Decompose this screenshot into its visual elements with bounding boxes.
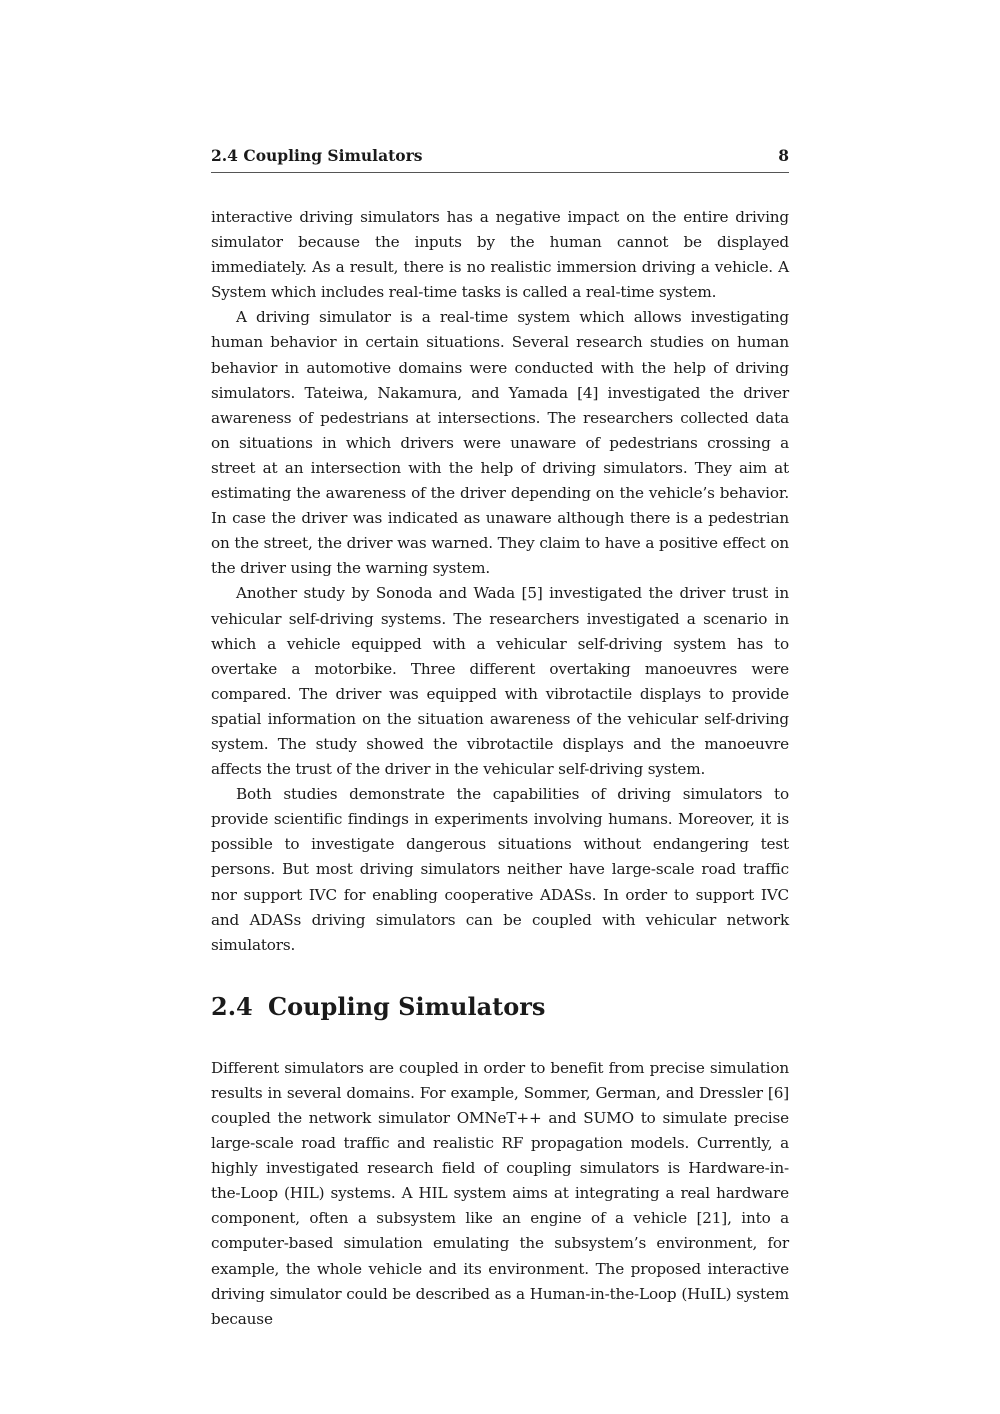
page-content	[211, 205, 789, 1332]
paragraph-realtime-system: A driving simulator is a real-time system which allows investigating human behavior in certain situations. Several research studies on human behavior in automotive domains were conducted with the help of driving simulators. Tateiwa, Nakamura, and Yamada [4] investigated the driver awareness of pedestrians at intersections. The researchers collected data on situations in which drivers were unaware of pedestrians crossing a street at an intersection with the help of driving simulators. They aim at estimating the awareness of the driver depending on the vehicle’s behavior. In case the driver was indicated as unaware although there is a pedestrian on the street, the driver was warned. They claim to have a positive effect on the driver using the warning system.	[211, 308, 789, 578]
paragraph-driver-trust: Another study by Sonoda and Wada [5] investigated the driver trust in vehicular self-driving systems. The researchers investigated a scenario in which a vehicle equipped with a vehicular self-driving system has to overtake a motorbike. Three different overtaking manoeuvres were compared. The driver was equipped with vibrotactile displays to provide spatial information on the situation awareness of the vehicular self-driving system. The study showed the vibrotactile displays and the manoeuvre affects the trust of the driver in the vehicular self-driving system.	[211, 584, 789, 779]
paragraph-both-studies: Both studies demonstrate the capabilities of driving simulators to provide scientific findings in experiments involving humans. Moreover, it is possible to investigate dangerous situations without endangering test persons. But most driving simulators neither have large-scale road traffic nor support IVC for enabling cooperative ADASs. In order to support IVC and ADASs driving simulators can be coupled with vehicular network simulators.	[211, 785, 789, 954]
section-heading	[211, 992, 789, 1056]
page-number: 8	[778, 146, 789, 165]
paragraph-continuation: interactive driving simulators has a negative impact on the entire driving simulator because the inputs by the human cannot be displayed immediately. As a result, there is no realistic immersion driving a vehicle. A System which includes real-time tasks is called a real-time system.	[211, 208, 789, 302]
running-header	[211, 146, 789, 173]
header-section-title: 2.4 Coupling Simulators	[211, 146, 423, 165]
section-title: Coupling Simulators	[268, 991, 546, 1021]
paragraph-coupling: Different simulators are coupled in order to benefit from precise simulation results in several domains. For example, Sommer, German, and Dressler [6] coupled the network simulator OMNeT++ and SUMO to simulate precise large-scale road traffic and realistic RF propagation models. Currently, a highly investigated research field of coupling simulators is Hardware-in-the-Loop (HIL) systems. A HIL system aims at integrating a real hardware component, often a subsystem like an engine of a vehicle [21], into a computer-based simulation emulating the subsystem’s environment, for example, the whole vehicle and its environment. The proposed interactive driving simulator could be described as a Human-in-the-Loop (HuIL) system because	[211, 1058, 789, 1328]
section-number: 2.4	[211, 991, 253, 1021]
